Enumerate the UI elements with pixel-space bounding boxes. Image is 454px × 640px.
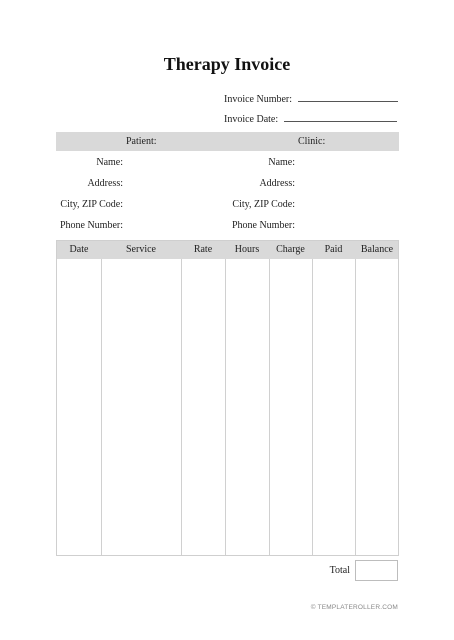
clinic-city-zip-label: City, ZIP Code: (232, 199, 295, 210)
col-charge: Charge (276, 244, 305, 255)
patient-section-label: Patient: (126, 136, 157, 147)
col-rate: Rate (193, 244, 213, 255)
column-divider (269, 259, 270, 555)
col-paid: Paid (324, 244, 343, 255)
column-divider (312, 259, 313, 555)
patient-address-label: Address: (87, 178, 123, 189)
column-divider (101, 259, 102, 555)
patient-name-label: Name: (96, 157, 123, 168)
clinic-address-label: Address: (259, 178, 295, 189)
col-hours: Hours (234, 244, 260, 255)
parties-header-bar (56, 132, 399, 151)
invoice-date-label: Invoice Date: (224, 114, 279, 125)
column-divider (355, 259, 356, 555)
column-divider (225, 259, 226, 555)
total-field[interactable] (355, 560, 398, 581)
invoice-number-row (224, 92, 398, 105)
patient-phone-label: Phone Number: (59, 220, 123, 231)
col-date: Date (69, 244, 89, 255)
total-label: Total (329, 565, 350, 576)
services-table (56, 240, 399, 556)
clinic-phone-label: Phone Number: (231, 220, 295, 231)
col-balance: Balance (360, 244, 394, 255)
document-title: Therapy Invoice (163, 54, 291, 74)
invoice-number-label: Invoice Number: (224, 94, 293, 105)
clinic-name-label: Name: (268, 157, 295, 168)
invoice-date-field[interactable] (284, 112, 397, 122)
invoice-number-field[interactable] (298, 92, 398, 102)
col-service: Service (126, 244, 156, 255)
column-divider (181, 259, 182, 555)
services-table-header (57, 241, 398, 259)
invoice-date-row (224, 112, 397, 125)
footer-credit: © TEMPLATEROLLER.COM (310, 604, 398, 611)
clinic-section-label: Clinic: (298, 136, 326, 147)
patient-city-zip-label: City, ZIP Code: (60, 199, 123, 210)
